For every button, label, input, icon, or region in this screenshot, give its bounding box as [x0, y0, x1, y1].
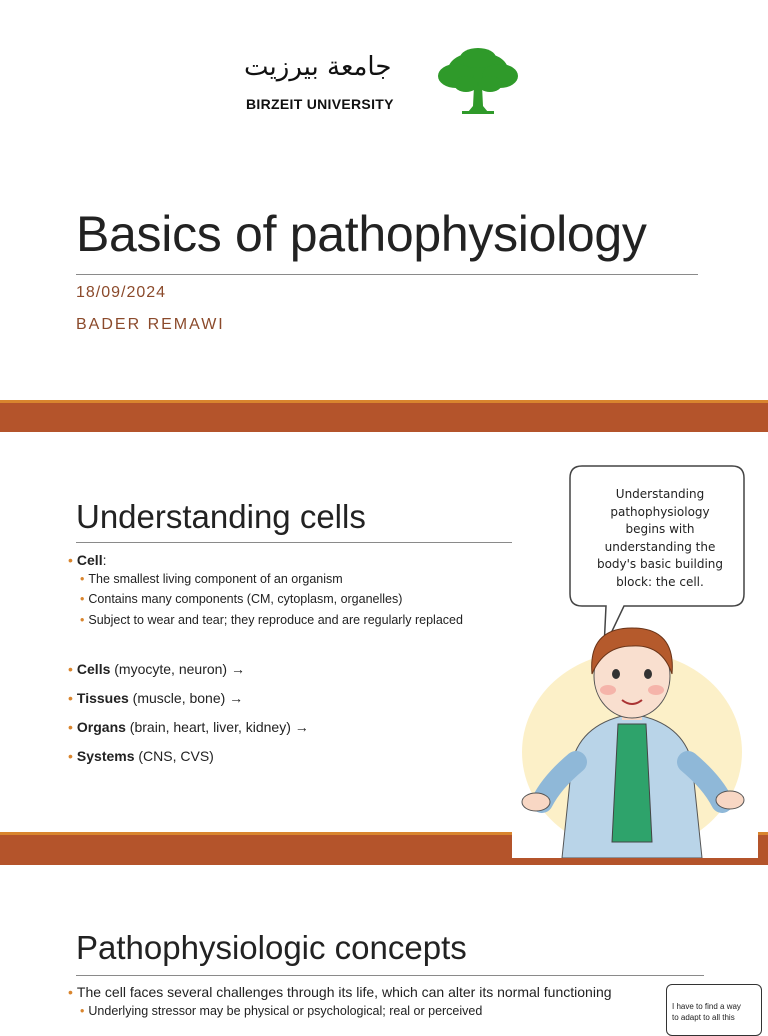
bullet-level [68, 661, 245, 677]
level-term: Tissues [76, 690, 129, 706]
bullet-icon: • [80, 592, 85, 606]
bullet-level [68, 748, 214, 764]
logo-latin-text: BIRZEIT UNIVERSITY [246, 96, 394, 112]
bullet-challenge [68, 984, 612, 1000]
university-logo [240, 44, 530, 116]
thought-box-text [672, 1001, 756, 1023]
bubble-line: Understanding [615, 487, 705, 501]
slide-separator [0, 400, 768, 432]
bullet-level [68, 719, 309, 735]
bullet-text: The cell faces several challenges through its life, which can alter its normal functioning [76, 984, 612, 1000]
level-term: Organs [76, 719, 126, 735]
speech-bubble-text [585, 486, 735, 591]
bullet-icon: • [80, 572, 85, 586]
heading-divider [76, 975, 704, 976]
sub-bullet [80, 613, 463, 627]
cell-colon: : [102, 552, 107, 568]
level-detail: (muscle, bone) → [128, 690, 244, 706]
note-line: I have to find a way [672, 1002, 741, 1011]
level-term: Cells [76, 661, 111, 677]
bullet-icon: • [68, 690, 73, 706]
sub-bullet-text: Underlying stressor may be physical or psychological; real or perceived [88, 1004, 483, 1018]
presentation-date: 18/09/2024 [76, 284, 167, 301]
concepts-slide [0, 865, 768, 1024]
bubble-line: block: the cell. [616, 574, 704, 589]
bubble-line: understanding the [604, 539, 716, 554]
note-line: to adapt to all this [672, 1013, 735, 1022]
cell-term: Cell [76, 552, 103, 568]
presentation-author: BADER REMAWI [76, 316, 225, 333]
title-divider [76, 274, 698, 275]
level-detail: (CNS, CVS) [134, 748, 214, 764]
level-detail: (brain, heart, liver, kidney) → [125, 719, 309, 735]
bubble-line: body's basic building [596, 557, 724, 571]
bubble-line: pathophysiology [610, 504, 710, 519]
bubble-line: begins with [625, 522, 695, 536]
slide-heading: Understanding cells [76, 498, 366, 535]
bullet-icon: • [68, 719, 73, 735]
bullet-cell [68, 552, 106, 568]
bullet-icon: • [80, 613, 85, 627]
title-slide [0, 0, 768, 400]
sub-bullet [80, 572, 343, 586]
sub-bullet [80, 1004, 482, 1018]
sub-bullet [80, 592, 402, 606]
tree-icon [432, 46, 524, 118]
bullet-icon: • [68, 552, 73, 568]
level-detail: (myocyte, neuron) → [110, 661, 245, 677]
bullet-icon: • [68, 748, 73, 764]
bullet-icon: • [80, 1004, 85, 1018]
sub-bullet-text: The smallest living component of an organism [88, 572, 343, 586]
sub-bullet-text: Contains many components (CM, cytoplasm, organelles) [88, 592, 403, 606]
slide-heading: Pathophysiologic concepts [76, 929, 467, 966]
level-term: Systems [76, 748, 135, 764]
bullet-level [68, 690, 243, 706]
heading-divider [76, 542, 512, 543]
bullet-icon: • [68, 984, 73, 1000]
sub-bullet-text: Subject to wear and tear; they reproduce and are regularly replaced [88, 613, 463, 627]
presentation-title: Basics of pathophysiology [76, 206, 647, 262]
logo-arabic-text: جامعة بيرزيت [244, 52, 392, 82]
bullet-icon: • [68, 661, 73, 677]
